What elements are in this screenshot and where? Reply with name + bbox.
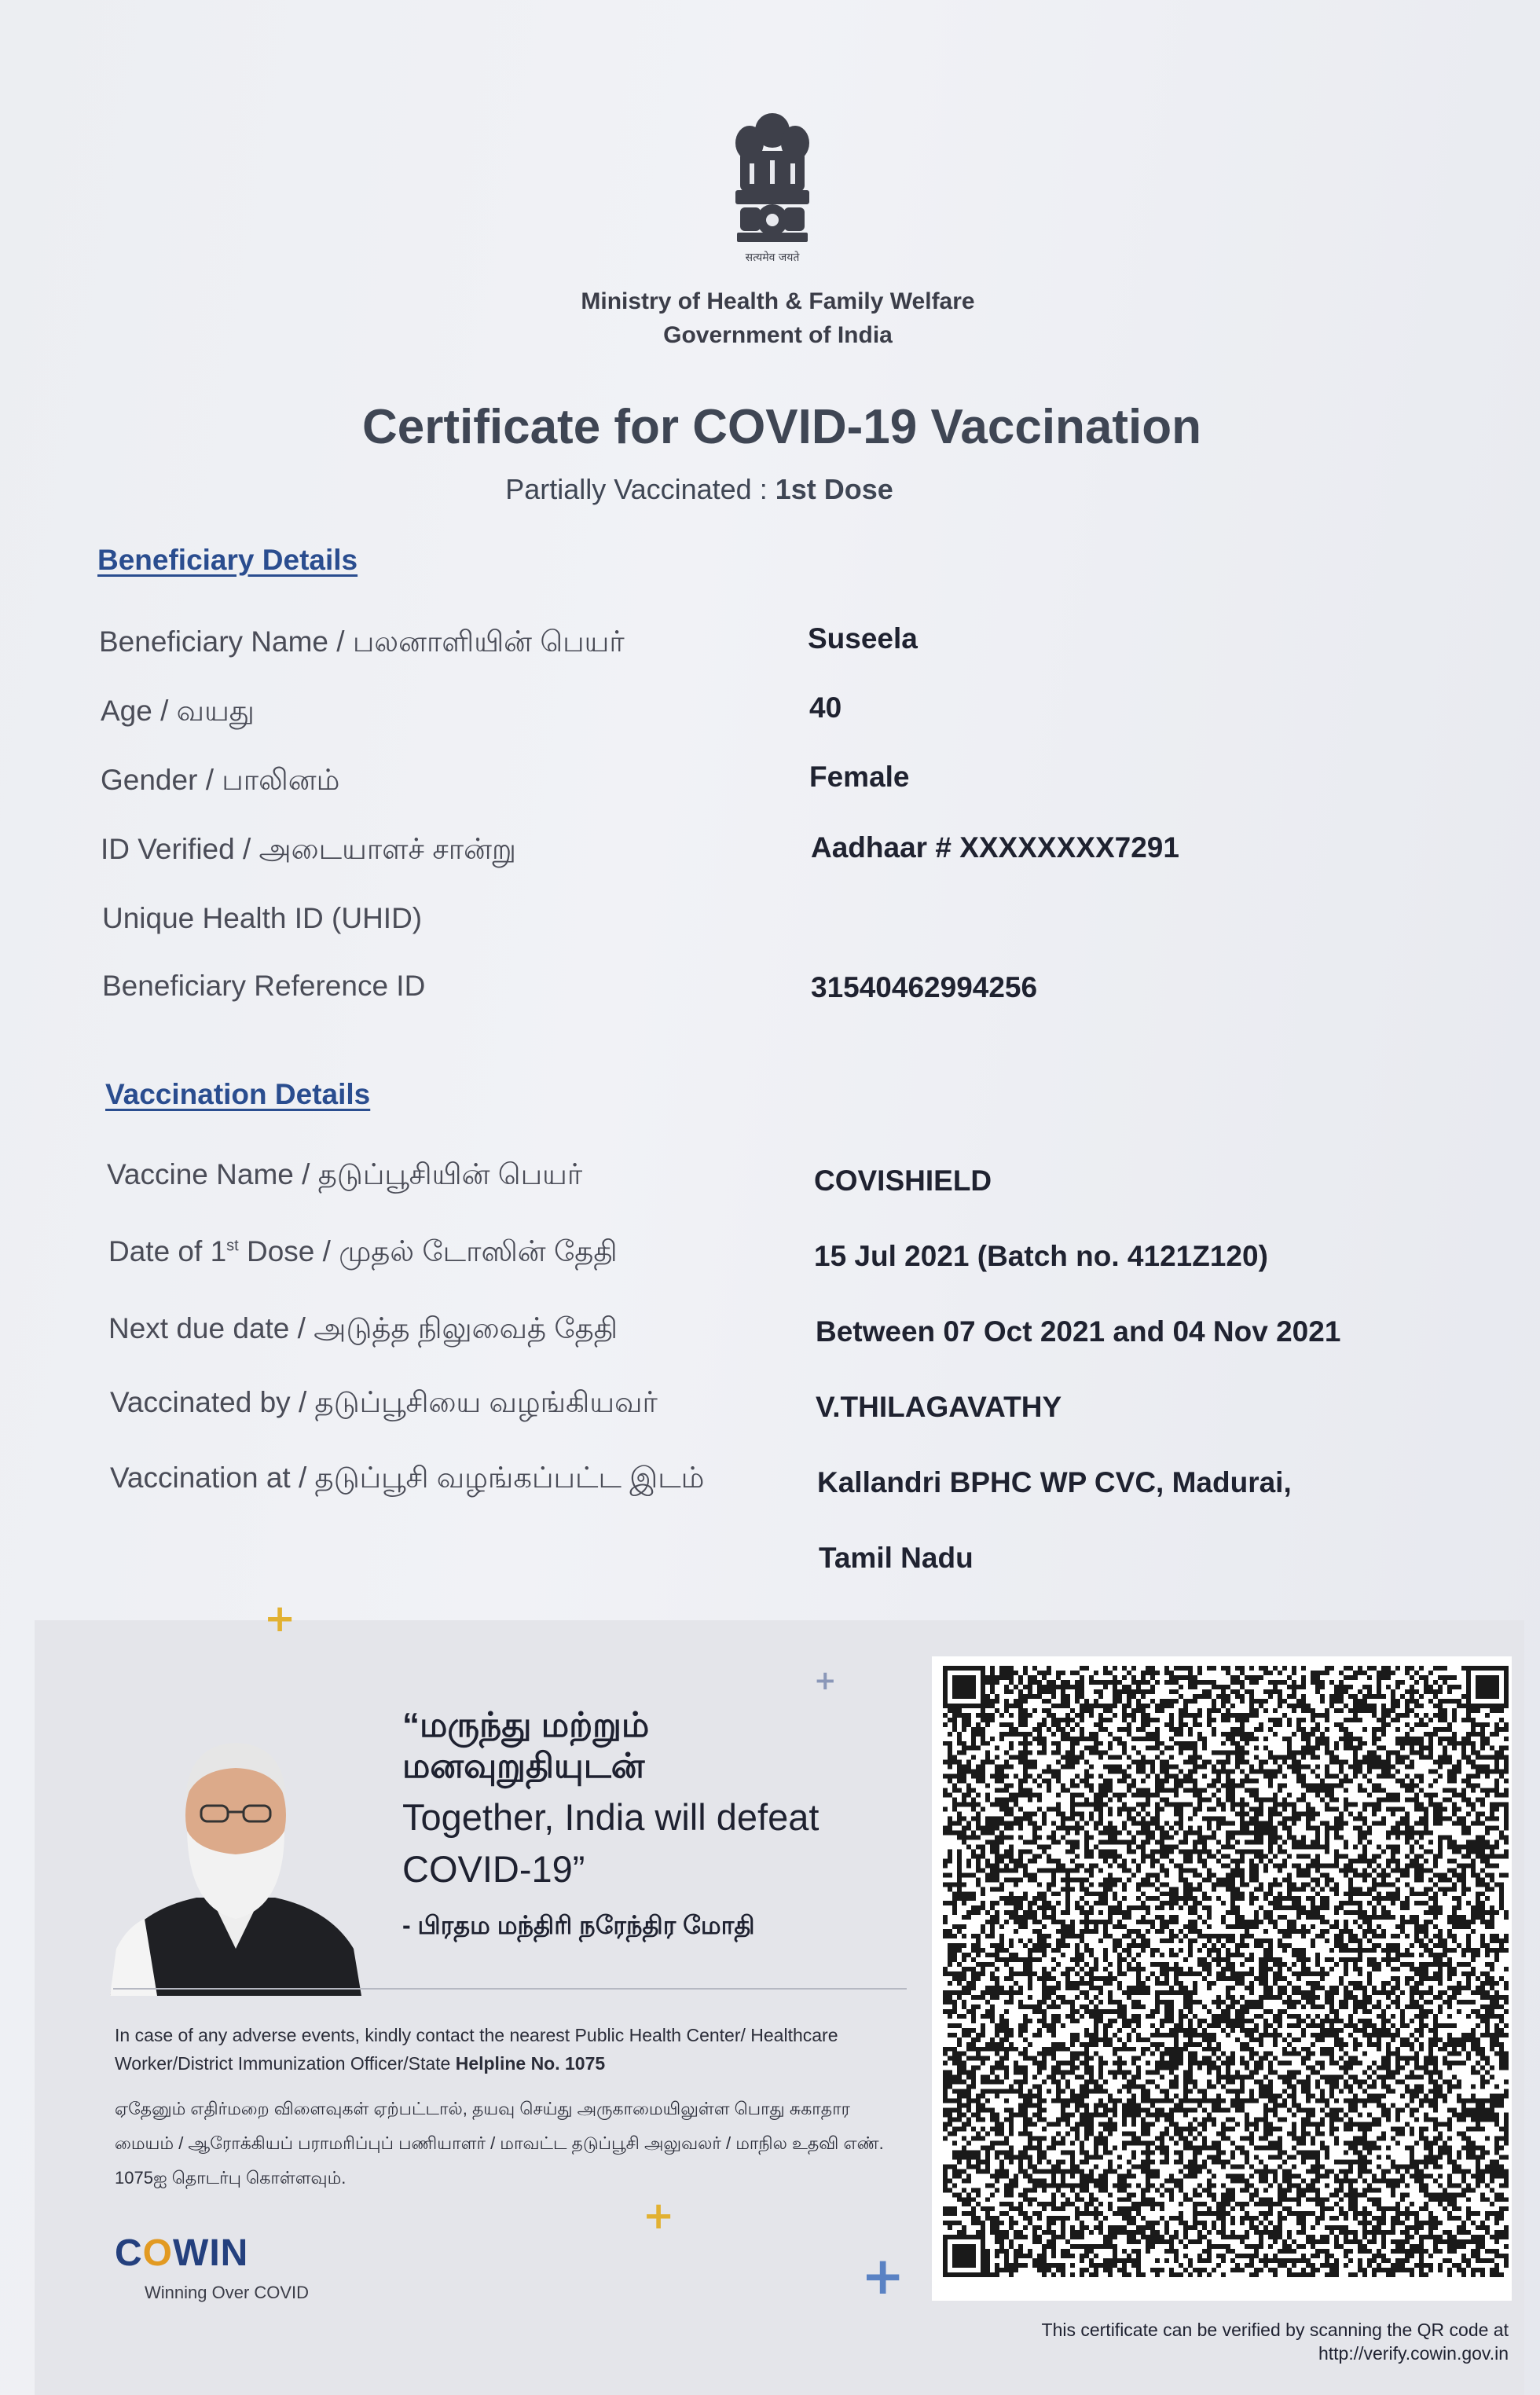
state-emblem-icon [729,104,816,277]
id-verified-value: Aadhaar # XXXXXXXX7291 [811,831,1179,864]
verification-text: This certificate can be verified by scanning the QR code at [1041,2320,1509,2340]
decor-plus-icon: + [861,2246,905,2306]
decor-plus-icon: + [814,1665,837,1696]
first-dose-label-pre: Date of 1 [108,1235,227,1267]
ministry-header [0,284,1540,352]
cowin-tagline: Winning Over COVID [145,2283,310,2302]
beneficiary-reference-label: Beneficiary Reference ID [102,970,426,1002]
age-value: 40 [809,691,842,724]
helpline-text: In case of any adverse events, kindly contact the nearest Public Health Center/ Healthcare Worker/District Immunization Officer/State [115,2025,838,2074]
vaccination-at-label: Vaccination at / தடுப்பூசி வழங்கப்பட்ட இடம் [110,1462,705,1494]
emblem-motto: सत्यमेव जयते [745,251,800,264]
vaccination-at-value: Kallandri BPHC WP CVC, Madurai, [817,1466,1292,1498]
beneficiary-details-heading: Beneficiary Details [97,544,358,576]
helpline-number: Helpline No. 1075 [455,2053,606,2074]
decor-plus-icon: + [643,2194,675,2238]
status-dose: 1st Dose [775,473,893,505]
verification-url: http://verify.cowin.gov.in [1318,2343,1509,2364]
vaccination-status [0,473,1399,506]
vaccine-name-label: Vaccine Name / தடுப்பூசியின் பெயர் [107,1158,583,1190]
footer-divider [113,1988,907,1990]
vaccination-details-heading: Vaccination Details [105,1078,371,1110]
vaccination-at-value-line2: Tamil Nadu [819,1542,974,1574]
certificate-title: Certificate for COVID-19 Vaccination [361,400,1202,454]
gender-label: Gender / பாலினம் [101,764,340,796]
verification-note [927,2318,1509,2365]
beneficiary-reference-value: 31540462994256 [811,971,1038,1003]
qr-code-icon [943,1666,1509,2277]
gender-value: Female [809,761,910,793]
uhid-label: Unique Health ID (UHID) [102,902,423,934]
cowin-c: C [115,2232,143,2274]
first-dose-date-value: 15 Jul 2021 (Batch no. 4121Z120) [814,1240,1268,1272]
quote-attribution: - பிரதம மந்திரி நரேந்திர மோதி [402,1911,755,1939]
quote-block [402,1705,905,1943]
next-due-date-label: Next due date / அடுத்த நிலுவைத் தேதி [108,1312,618,1344]
vaccine-name-value: COVISHIELD [814,1164,992,1197]
beneficiary-name-value: Suseela [808,622,918,655]
helpline-info-tamil: ஏதேனும் எதிர்மறை விளைவுகள் ஏற்பட்டால், தயவு செய்து அருகாமையிலுள்ள பொது சுகாதார மையம் / ஆரோக்கியப் பராமரிப்புப் பணியாளர் / மாவட்ட தடுப்பூசி அலுவலர் / மாநில உதவி எண். 1075ஐ தொடர்பு கொள்ளவும். [115,2099,884,2188]
cowin-logo [115,2232,248,2275]
government-name: Government of India [663,322,893,348]
beneficiary-name-label: Beneficiary Name / பலனாளியின் பெயர் [99,625,625,658]
quote-english: Together, India will defeat COVID-19” [402,1796,820,1890]
first-dose-date-label [108,1235,618,1272]
first-dose-label-sup: st [226,1237,239,1255]
next-due-date-value: Between 07 Oct 2021 and 04 Nov 2021 [816,1315,1341,1348]
helpline-info [115,2021,900,2078]
cowin-o: O [142,2232,174,2274]
first-dose-label-post: Dose / முதல் டோஸின் தேதி [238,1235,618,1267]
vaccinated-by-label: Vaccinated by / தடுப்பூசியை வழங்கியவர் [110,1386,658,1418]
prime-minister-portrait-icon [110,1713,361,1996]
id-verified-label: ID Verified / அடையாளச் சான்று [101,833,516,865]
vaccinated-by-value: V.THILAGAVATHY [816,1391,1062,1423]
cowin-rest: WIN [173,2232,249,2274]
quote-tamil: “மருந்து மற்றும் மனவுறுதியுடன் [402,1706,650,1785]
decor-plus-icon: + [264,1597,296,1641]
status-prefix: Partially Vaccinated : [505,473,776,505]
age-label: Age / வயது [101,695,255,727]
ministry-name: Ministry of Health & Family Welfare [581,288,975,314]
